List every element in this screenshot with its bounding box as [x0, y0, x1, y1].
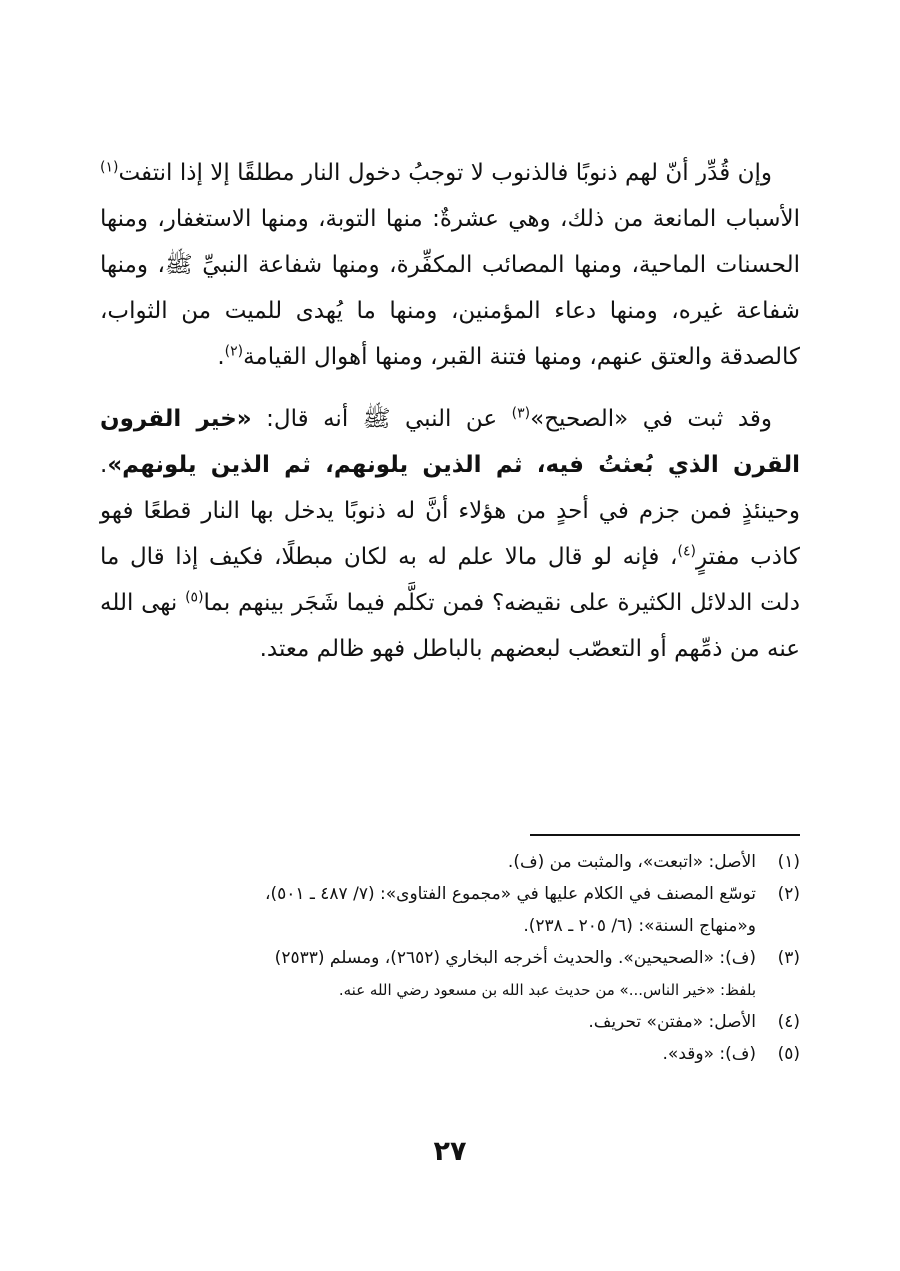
page-number: ٢٧ — [433, 1136, 467, 1167]
footnote-divider — [530, 834, 800, 836]
footnote-2 — [100, 878, 800, 942]
footnote-ref-4: (٤) — [677, 543, 696, 560]
paragraph-2-part-2: عن النبي ﷺ أنه قال: — [251, 406, 512, 432]
footnote-line: (ف): «الصحيحين». والحديث أخرجه البخاري (٢٦٥٢)، ومسلم (٢٥٣٣) — [274, 948, 756, 968]
footnote-text — [100, 878, 756, 942]
footnote-ref-3: (٣) — [511, 405, 531, 422]
paragraph-2-part-3: . وحينئذٍ فمن جزم في أحدٍ من هؤلاء أنَّ له ذنوبًا يدخل بها النار قطعًا فهو كاذب مفترٍ — [100, 452, 801, 570]
paragraph-2 — [100, 396, 800, 672]
footnote-number: (٤) — [777, 1012, 800, 1032]
paragraph-2-part-5: نهى الله عنه من ذمِّهم أو التعصّب لبعضهم بالباطل فهو ظالم معتد. — [100, 590, 800, 662]
main-text — [100, 150, 800, 688]
footnote-line: بلفظ: «خير الناس...» من حديث عبد الله بن مسعود رضي الله عنه. — [338, 981, 756, 999]
paragraph-1 — [100, 150, 800, 380]
paragraph-1-part-2: الأسباب المانعة من ذلك، وهي عشرةٌ: منها التوبة، ومنها الاستغفار، ومنها الحسنات الماحية، ومنها المصائب المكفِّرة، ومنها شفاعة النبيِّ ﷺ، ومنها شفاعة غيره، ومنها دعاء المؤمنين، ومنها ما يُهدى للميت من الثواب، كالصدقة والعتق عنهم، ومنها فتنة القبر، ومنها أهوال القيامة — [100, 206, 800, 370]
footnote-text: الأصل: «اتبعت»، والمثبت من (ف). — [507, 852, 756, 872]
footnote-text: الأصل: «مفتن» تحريف. — [588, 1012, 756, 1032]
footnote-text — [100, 942, 756, 1006]
footnote-number: (١) — [777, 852, 800, 872]
footnote-ref-1: (١) — [100, 159, 119, 176]
footnote-text: (ف): «وقد». — [662, 1044, 756, 1064]
paragraph-1-part-1: وإن قُدِّر أنّ لهم ذنوبًا فالذنوب لا توجبُ دخول النار مطلقًا إلا إذا انتفت — [118, 160, 772, 186]
footnote-1 — [100, 846, 800, 878]
footnote-line: و«منهاج السنة»: (٦/ ٢٠٥ ـ ٢٣٨). — [523, 916, 756, 936]
paragraph-2-part-4: ، فإنه لو قال مالا علم له به لكان مبطلًا، فكيف إذا قال ما دلت الدلائل الكثيرة على نقيضه؟ فمن تكلَّم فيما شَجَر بينهم بما — [100, 544, 801, 616]
paragraph-2-part-1: وقد ثبت في «الصحيح» — [530, 406, 772, 432]
footnote-ref-5: (٥) — [185, 589, 204, 606]
hadith-quote: «خير القرون القرن الذي بُعثتُ فيه، ثم الذين يلونهم، ثم الذين يلونهم» — [100, 406, 800, 478]
footnote-number: (٥) — [777, 1044, 800, 1064]
footnote-number: (٣) — [777, 948, 800, 968]
footnote-number: (٢) — [777, 884, 800, 904]
footnote-line: توسّع المصنف في الكلام عليها في «مجموع الفتاوى»: (٧/ ٤٨٧ ـ ٥٠١)، — [264, 884, 756, 904]
footnote-ref-2: (٢) — [224, 343, 244, 360]
paragraph-1-part-3: . — [217, 344, 225, 370]
footnote-4 — [100, 1006, 800, 1038]
footnote-3 — [100, 942, 800, 1006]
footnote-5 — [100, 1038, 800, 1070]
footnotes — [100, 846, 800, 1070]
